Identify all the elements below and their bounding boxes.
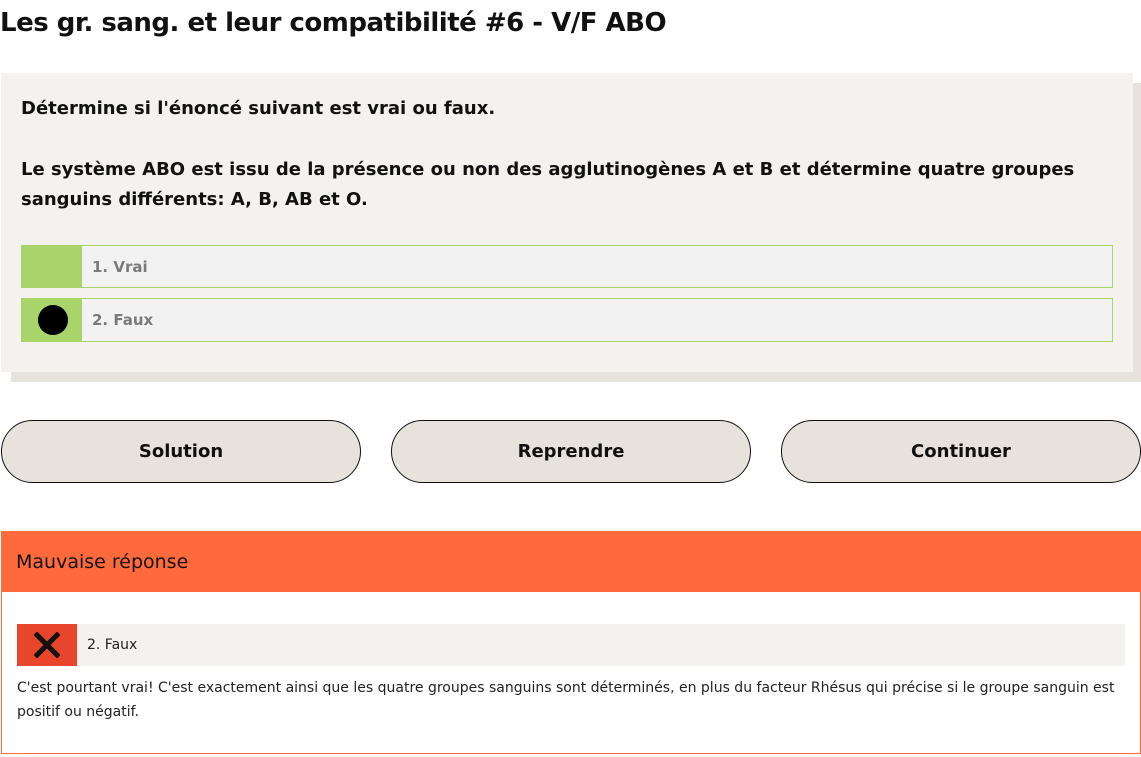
continue-button[interactable]: Continuer <box>781 420 1141 483</box>
feedback-header: Mauvaise réponse <box>2 532 1140 592</box>
feedback-answer-row <box>17 624 1125 666</box>
option-label: 1. Vrai <box>92 257 148 276</box>
answer-options <box>21 245 1113 352</box>
action-buttons <box>1 420 1141 483</box>
feedback-explanation: C'est pourtant vrai! C'est exactement ainsi que les quatre groupes sanguins sont déterminés, en plus du facteur Rhésus qui précise si le groupe sanguin est positif ou négatif. <box>17 680 1115 720</box>
question-instruction: Détermine si l'énoncé suivant est vrai ou faux. <box>21 98 496 119</box>
solution-button[interactable]: Solution <box>1 420 361 483</box>
feedback-panel <box>1 531 1141 754</box>
question-statement: Le système ABO est issu de la présence ou non des agglutinogènes A et B et détermine quatre groupes sanguins différents: A, B, AB et O. <box>21 159 1075 210</box>
option-label: 2. Faux <box>92 311 154 329</box>
retry-button[interactable]: Reprendre <box>391 420 751 483</box>
x-icon <box>17 624 77 666</box>
option-radio-box[interactable] <box>22 299 82 341</box>
page-title: Les gr. sang. et leur compatibilité #6 - V/F ABO <box>0 8 667 38</box>
feedback-answer-label: 2. Faux <box>87 637 138 653</box>
option-radio-box[interactable] <box>22 246 82 287</box>
option-vrai[interactable] <box>21 245 1113 288</box>
option-faux[interactable] <box>21 298 1113 342</box>
selected-dot-icon <box>38 305 68 335</box>
question-card <box>1 73 1133 372</box>
